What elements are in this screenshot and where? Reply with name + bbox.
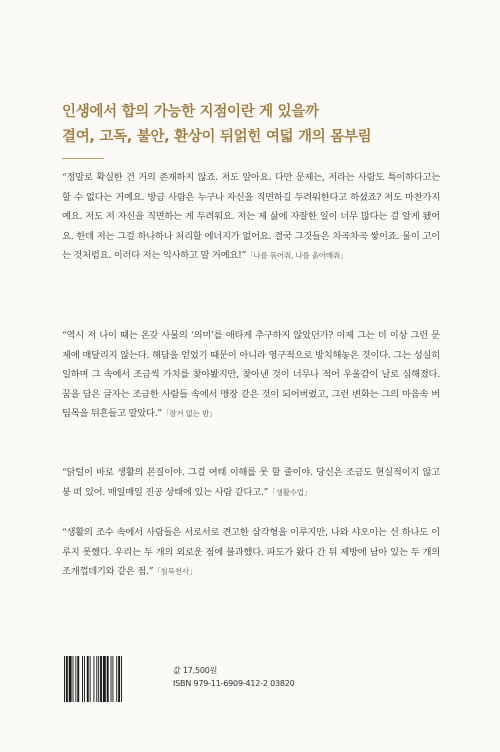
barcode-bar <box>82 656 83 702</box>
headline-divider <box>62 158 104 159</box>
excerpt-2-text: “역시 저 나이 때는 온갖 사물의 ‘의미’를 애타게 추구하지 않았던가? 이제 그는 더 이상 그런 문제에 매달리지 않는다. 해답을 얻었기 때문이 아니라 영구적으로 방치해놓은 것이다. 그는 성실히 일하며 그 속에서 조금씩 가치를 찾아봤지만, 찾아낸 것이 너무나 적어 우울감이 날로 심해졌다. 꿈을 담은 글자는 조금한 사람들 속에서 맹장 같은 것이 되어버렸고, 그런 변화는 그의 마음속 버팀목을 뒤흔들고 말았다.” <box>62 330 440 420</box>
isbn-barcode <box>62 656 160 702</box>
excerpt-1 <box>62 168 440 266</box>
price-label: 값 17,500원 <box>173 666 218 675</box>
barcode-bar <box>93 656 94 702</box>
barcode-bar <box>118 656 120 702</box>
barcode-bar <box>100 656 102 702</box>
excerpt-2 <box>62 326 440 424</box>
excerpt-3-text: “닭털이 바로 생활의 본질이야. 그걸 여태 이해를 못 할 줄이야. 당신은 조금도 현실적이지 않고 붕 떠 있어. 매일매일 진공 상태에 있는 사람 같다고.” <box>62 467 440 498</box>
barcode-bar <box>64 656 65 702</box>
price-info <box>173 664 295 690</box>
excerpt-4-source: 「침묵천사」 <box>153 567 197 577</box>
barcode-bar <box>98 656 99 702</box>
barcode-bar <box>112 656 113 702</box>
excerpt-4-text: “생활의 조수 속에서 사람들은 서로서로 견고한 삼각형을 이루지만, 나와 샤오이는 선 하나도 이루지 못했다. 우리는 두 개의 외로운 점에 불과했다. 파도가 왔다 간 뒤 제방에 남아 있는 두 개의 조개껍데기와 같은 점.” <box>62 527 440 578</box>
excerpt-2-source: 「잠겨 없는 밤」 <box>161 409 217 419</box>
barcode-bar <box>75 656 76 702</box>
headline-line-2: 결여, 고독, 불안, 환상이 뒤얽힌 여덟 개의 몸부림 <box>62 129 372 145</box>
barcode-bar <box>90 656 91 702</box>
isbn-label: ISBN 979-11-6909-412-2 03820 <box>173 679 295 688</box>
barcode-bar <box>84 656 85 702</box>
barcode-bar <box>107 656 109 702</box>
barcode-bar <box>87 656 89 702</box>
barcode-bar <box>73 656 74 702</box>
excerpt-3-source: 「생활수업」 <box>268 487 312 497</box>
excerpt-1-source: 「나를 묶어줘, 나를 옭아매줘」 <box>246 251 348 261</box>
barcode-bar <box>116 656 117 702</box>
excerpt-1-text: “정말로 확실한 건 거의 존재하지 않죠. 저도 알아요. 다만 문제는, 저라는 사람도 특이하다고는 할 수 없다는 거예요. 방금 사람은 누구나 자신을 직면하길 두려워한다고 하셨죠? 저도 마찬가지예요. 저도 저 자신을 직면하는 게 두려워요. 저는 제 삶에 자잘한 일이 너무 많다는 걸 알게 됐어요. 한데 저는 그걸 하나하나 처리할 에너지가 없어요. 결국 그것들은 차곡차곡 쌓이죠. 물이 고이는 것처럼요. 이러다 저는 익사하고 말 거예요!” <box>62 172 440 262</box>
barcode-bar <box>66 656 68 702</box>
barcode-bar <box>77 656 79 702</box>
barcode-bar <box>69 656 72 702</box>
barcode-bar <box>121 656 122 702</box>
barcode-bar <box>111 656 112 702</box>
excerpt-3 <box>62 463 440 502</box>
excerpt-4 <box>62 523 440 582</box>
headline-line-1: 인생에서 합의 가능한 지점이란 게 있을까 <box>62 104 319 120</box>
back-cover-headline <box>62 100 462 150</box>
barcode-bar <box>96 656 97 702</box>
barcode-bar <box>103 656 106 702</box>
